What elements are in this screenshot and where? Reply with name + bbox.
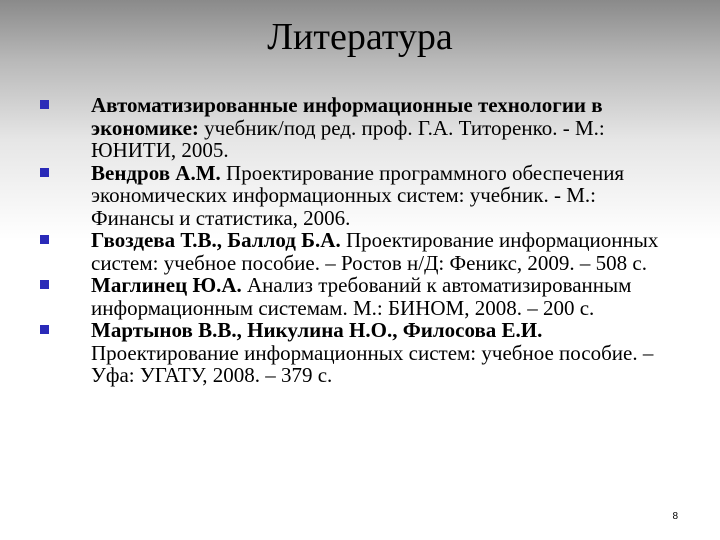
- reference-item-2: [40, 162, 680, 230]
- square-bullet-icon: [40, 100, 49, 109]
- reference-author: Гвоздева Т.В., Баллод Б.А.: [91, 228, 341, 252]
- reference-list: [40, 94, 680, 387]
- page-number: 8: [672, 511, 678, 522]
- reference-details: учебник/под ред. проф. Г.А. Титоренко. - М.: ЮНИТИ, 2005.: [91, 115, 605, 162]
- reference-details: Проектирование информационных систем: учебное пособие. – Ростов н/Д: Феникс, 2009. – 508 с.: [91, 228, 659, 275]
- reference-author: Вендров А.М.: [91, 160, 221, 185]
- reference-item-3: [40, 229, 680, 274]
- square-bullet-icon: [40, 325, 49, 334]
- reference-item-4: [40, 274, 680, 319]
- reference-author: Мартынов В.В., Никулина Н.О., Филосова Е.И.: [91, 318, 543, 342]
- square-bullet-icon: [40, 235, 49, 244]
- square-bullet-icon: [40, 168, 49, 177]
- reference-item-1: [40, 94, 680, 162]
- reference-details: Анализ требований к автоматизированным информационным системам. М.: БИНОМ, 2008. – 200 с.: [91, 273, 632, 320]
- reference-author: Автоматизированные информационные технологии в экономике:: [91, 93, 603, 140]
- reference-details: Проектирование программного обеспечения экономических информационных систем: учебник. - М.: Финансы и статистика, 2006.: [91, 160, 625, 230]
- square-bullet-icon: [40, 280, 49, 289]
- slide-title: Литература: [267, 16, 453, 58]
- reference-author: Маглинец Ю.А.: [91, 273, 242, 297]
- reference-details: Проектирование информационных систем: учебное пособие. – Уфа: УГАТУ, 2008. – 379 с.: [91, 340, 654, 387]
- reference-item-5: [40, 319, 680, 387]
